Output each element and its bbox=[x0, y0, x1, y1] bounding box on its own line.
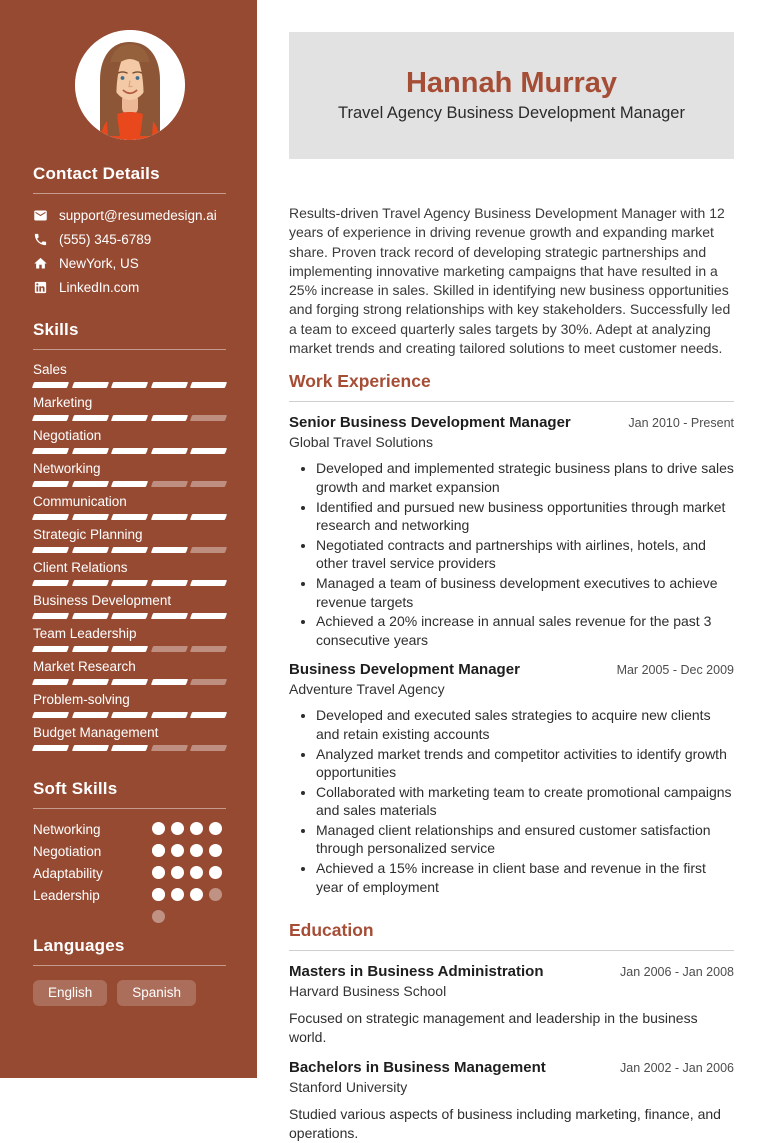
avatar bbox=[75, 30, 185, 140]
rating-dot bbox=[190, 844, 203, 857]
skill-bar-segment bbox=[151, 481, 188, 487]
name-header bbox=[289, 32, 734, 159]
rating-dot bbox=[152, 910, 165, 923]
contact-email[interactable] bbox=[33, 208, 226, 223]
skill-bar-segment bbox=[151, 679, 188, 685]
rating-dot bbox=[171, 888, 184, 901]
work-experience-title: Work Experience bbox=[289, 371, 734, 402]
skill-bar-segment bbox=[32, 415, 69, 421]
skill-bar-segment bbox=[190, 613, 227, 619]
job-bullet: • Managed client relationships and ensured customer satisfaction through personalized service bbox=[316, 821, 734, 858]
soft-skill-row bbox=[33, 822, 226, 844]
skill-bar-segment bbox=[32, 448, 69, 454]
education-degree: Bachelors in Business Management bbox=[289, 1059, 546, 1077]
skill-row bbox=[33, 494, 226, 520]
skill-label: Business Development bbox=[33, 593, 172, 608]
job-bullet: • Analyzed market trends and competitor activities to identify growth opportunities bbox=[316, 745, 734, 782]
skill-bar-segment bbox=[32, 580, 69, 586]
skill-label: Budget Management bbox=[33, 725, 159, 740]
rating-dot bbox=[209, 822, 222, 835]
skill-bar-segment bbox=[72, 712, 109, 718]
skill-bar-segment bbox=[190, 646, 227, 652]
skill-bar bbox=[33, 745, 226, 751]
skill-bar bbox=[33, 514, 226, 520]
skill-bar-segment bbox=[151, 382, 188, 388]
skill-bar-segment bbox=[32, 547, 69, 553]
skill-bar-segment bbox=[32, 679, 69, 685]
soft-skill-label: Networking bbox=[33, 822, 101, 837]
job-role: Senior Business Development Manager bbox=[289, 414, 571, 432]
education-description: Focused on strategic management and leadership in the business world. bbox=[289, 1010, 698, 1046]
skill-row bbox=[33, 461, 226, 487]
contact-phone-text: (555) 345-6789 bbox=[59, 232, 152, 247]
skill-bar-segment bbox=[72, 646, 109, 652]
linkedin-icon bbox=[33, 280, 48, 295]
skill-bar-segment bbox=[190, 580, 227, 586]
person-job-title: Travel Agency Business Development Manager bbox=[338, 104, 685, 123]
skill-bar-segment bbox=[190, 679, 227, 685]
skill-bar-segment bbox=[72, 514, 109, 520]
skill-bar-segment bbox=[111, 646, 148, 652]
skill-bar-segment bbox=[190, 415, 227, 421]
contact-location bbox=[33, 256, 226, 271]
sidebar bbox=[0, 0, 257, 1078]
rating-dot bbox=[190, 888, 203, 901]
skill-bar-segment bbox=[111, 580, 148, 586]
education-title: Education bbox=[289, 920, 734, 951]
skill-row bbox=[33, 725, 226, 751]
skill-label: Client Relations bbox=[33, 560, 128, 575]
skill-row bbox=[33, 692, 226, 718]
skill-list bbox=[33, 362, 226, 751]
language-pill-list bbox=[33, 980, 226, 1006]
skill-bar-segment bbox=[72, 679, 109, 685]
skill-label: Marketing bbox=[33, 395, 93, 410]
rating-dot bbox=[190, 866, 203, 879]
skill-bar bbox=[33, 481, 226, 487]
skill-bar-segment bbox=[151, 448, 188, 454]
contact-linkedin-text: LinkedIn.com bbox=[59, 280, 140, 295]
skill-bar bbox=[33, 415, 226, 421]
education-dates: Jan 2002 - Jan 2006 bbox=[620, 1061, 734, 1076]
education-dates: Jan 2006 - Jan 2008 bbox=[620, 965, 734, 980]
rating-dot bbox=[171, 866, 184, 879]
skill-label: Problem-solving bbox=[33, 692, 130, 707]
skill-bar-segment bbox=[72, 547, 109, 553]
rating-dot bbox=[171, 822, 184, 835]
skill-bar bbox=[33, 679, 226, 685]
skills-section bbox=[33, 320, 226, 751]
skill-bar-segment bbox=[111, 745, 148, 751]
soft-skill-label: Negotiation bbox=[33, 844, 102, 859]
skill-bar-segment bbox=[111, 712, 148, 718]
skill-label: Communication bbox=[33, 494, 127, 509]
skill-bar bbox=[33, 448, 226, 454]
education-school: Harvard Business School bbox=[289, 983, 447, 1000]
skill-bar bbox=[33, 382, 226, 388]
person-name: Hannah Murray bbox=[405, 67, 618, 100]
skill-bar bbox=[33, 580, 226, 586]
soft-skills-section-title: Soft Skills bbox=[33, 779, 226, 809]
skill-row bbox=[33, 626, 226, 652]
skill-bar-segment bbox=[151, 415, 188, 421]
contact-section bbox=[33, 164, 226, 295]
avatar-photo-illustration bbox=[75, 30, 185, 140]
work-experience-section bbox=[289, 371, 734, 896]
rating-dot bbox=[152, 888, 165, 901]
contact-list bbox=[33, 208, 226, 295]
contact-phone[interactable] bbox=[33, 232, 226, 247]
skill-bar-segment bbox=[32, 514, 69, 520]
email-icon bbox=[33, 208, 48, 223]
skill-bar-segment bbox=[190, 712, 227, 718]
skill-bar-segment bbox=[72, 382, 109, 388]
skill-bar bbox=[33, 712, 226, 718]
job-dates: Mar 2005 - Dec 2009 bbox=[616, 663, 734, 678]
skill-bar-segment bbox=[111, 613, 148, 619]
skill-bar-segment bbox=[72, 613, 109, 619]
skill-row bbox=[33, 362, 226, 388]
job-entry bbox=[289, 661, 734, 896]
language-pill-english[interactable]: English bbox=[33, 980, 107, 1006]
skill-bar-segment bbox=[72, 448, 109, 454]
job-bullet: • Achieved a 20% increase in annual sales revenue for the past 3 consecutive years bbox=[316, 612, 734, 649]
professional-summary: Results-driven Travel Agency Business Development Manager with 12 years of experience in driving revenue growth and expanding market share. Proven track record of developing strategic partnerships and implementing innovative marketing campaigns that have resulted in a 25% increase in sales. Skilled in identifying new business opportunities and forging strong relationships with key stakeholders. Successfully led a team to exceed quarterly sales targets by 30%. Adept at analyzing market trends and creating tailored solutions to meet customer needs. bbox=[289, 205, 731, 357]
language-pill-spanish[interactable]: Spanish bbox=[117, 980, 196, 1006]
job-entry-head bbox=[289, 414, 734, 432]
job-bullet: • Collaborated with marketing team to create promotional campaigns and sales materials bbox=[316, 783, 734, 820]
skills-section-title: Skills bbox=[33, 320, 226, 350]
skill-label: Team Leadership bbox=[33, 626, 137, 641]
skill-bar bbox=[33, 646, 226, 652]
job-entry-head bbox=[289, 661, 734, 679]
job-dates: Jan 2010 - Present bbox=[628, 416, 734, 431]
rating-dot bbox=[171, 844, 184, 857]
soft-skill-label: Leadership bbox=[33, 888, 100, 903]
skill-bar-segment bbox=[32, 613, 69, 619]
skill-bar-segment bbox=[190, 382, 227, 388]
skill-bar-segment bbox=[151, 745, 188, 751]
rating-dot bbox=[209, 888, 222, 901]
skill-bar-segment bbox=[72, 481, 109, 487]
job-bullet: • Identified and pursued new business opportunities through market research and networking bbox=[316, 498, 734, 535]
skill-bar-segment bbox=[32, 481, 69, 487]
skill-bar-segment bbox=[151, 613, 188, 619]
skill-bar-segment bbox=[111, 679, 148, 685]
skill-bar-segment bbox=[190, 514, 227, 520]
job-company: Global Travel Solutions bbox=[289, 434, 433, 451]
skill-label: Strategic Planning bbox=[33, 527, 143, 542]
education-description: Studied various aspects of business including marketing, finance, and operations. bbox=[289, 1106, 721, 1142]
skill-bar-segment bbox=[111, 448, 148, 454]
soft-skill-dots bbox=[152, 888, 226, 923]
skill-bar-segment bbox=[111, 481, 148, 487]
soft-skill-row bbox=[33, 888, 226, 910]
job-company: Adventure Travel Agency bbox=[289, 681, 445, 698]
skill-label: Sales bbox=[33, 362, 67, 377]
rating-dot bbox=[152, 844, 165, 857]
job-entry bbox=[289, 414, 734, 649]
contact-location-text: NewYork, US bbox=[59, 256, 139, 271]
skill-bar-segment bbox=[151, 514, 188, 520]
skill-bar-segment bbox=[151, 580, 188, 586]
skill-row bbox=[33, 395, 226, 421]
education-degree: Masters in Business Administration bbox=[289, 963, 544, 981]
skill-bar-segment bbox=[32, 646, 69, 652]
contact-linkedin[interactable] bbox=[33, 280, 226, 295]
skill-bar-segment bbox=[151, 712, 188, 718]
contact-section-title: Contact Details bbox=[33, 164, 226, 194]
skill-row bbox=[33, 659, 226, 685]
job-bullet: • Developed and implemented strategic business plans to drive sales growth and market expansion bbox=[316, 459, 734, 496]
languages-section-title: Languages bbox=[33, 936, 226, 966]
skill-label: Networking bbox=[33, 461, 101, 476]
skill-bar-segment bbox=[111, 547, 148, 553]
contact-email-text: support@resumedesign.ai bbox=[59, 208, 217, 223]
education-school: Stanford University bbox=[289, 1079, 408, 1096]
skill-row bbox=[33, 560, 226, 586]
skill-bar-segment bbox=[190, 547, 227, 553]
education-entry bbox=[289, 1059, 734, 1143]
skill-bar-segment bbox=[32, 382, 69, 388]
job-bullet-list bbox=[289, 706, 734, 896]
rating-dot bbox=[152, 866, 165, 879]
skill-row bbox=[33, 428, 226, 454]
job-bullet: • Developed and executed sales strategies to acquire new clients and retain existing accounts bbox=[316, 706, 734, 743]
skill-bar bbox=[33, 613, 226, 619]
skill-bar-segment bbox=[32, 745, 69, 751]
languages-section bbox=[33, 936, 226, 1006]
rating-dot bbox=[190, 822, 203, 835]
rating-dot bbox=[209, 844, 222, 857]
phone-icon bbox=[33, 232, 48, 247]
skill-bar-segment bbox=[72, 745, 109, 751]
education-section bbox=[289, 920, 734, 1143]
soft-skill-row bbox=[33, 866, 226, 888]
skill-bar-segment bbox=[190, 745, 227, 751]
home-icon bbox=[33, 256, 48, 271]
skill-bar-segment bbox=[72, 415, 109, 421]
job-bullet: • Managed a team of business development executives to achieve revenue targets bbox=[316, 574, 734, 611]
job-bullet-list bbox=[289, 459, 734, 649]
main-content bbox=[257, 0, 768, 1142]
education-entry bbox=[289, 963, 734, 1047]
skill-bar-segment bbox=[111, 415, 148, 421]
soft-skill-label: Adaptability bbox=[33, 866, 103, 881]
skill-label: Market Research bbox=[33, 659, 136, 674]
job-bullet: • Achieved a 15% increase in client base and revenue in the first year of employment bbox=[316, 859, 734, 896]
skill-row bbox=[33, 593, 226, 619]
soft-skill-list bbox=[33, 822, 226, 910]
soft-skill-row bbox=[33, 844, 226, 866]
skill-bar-segment bbox=[111, 382, 148, 388]
rating-dot bbox=[152, 822, 165, 835]
skill-bar-segment bbox=[151, 547, 188, 553]
job-role: Business Development Manager bbox=[289, 661, 520, 679]
soft-skills-section bbox=[33, 779, 226, 910]
skill-bar bbox=[33, 547, 226, 553]
skill-bar-segment bbox=[111, 514, 148, 520]
skill-bar-segment bbox=[190, 448, 227, 454]
skill-bar-segment bbox=[72, 580, 109, 586]
education-entry-head bbox=[289, 963, 734, 981]
skill-bar-segment bbox=[32, 712, 69, 718]
skill-row bbox=[33, 527, 226, 553]
education-entry-head bbox=[289, 1059, 734, 1077]
skill-bar-segment bbox=[190, 481, 227, 487]
skill-label: Negotiation bbox=[33, 428, 102, 443]
job-bullet: • Negotiated contracts and partnerships with airlines, hotels, and other travel service providers bbox=[316, 536, 734, 573]
skill-bar-segment bbox=[151, 646, 188, 652]
rating-dot bbox=[209, 866, 222, 879]
